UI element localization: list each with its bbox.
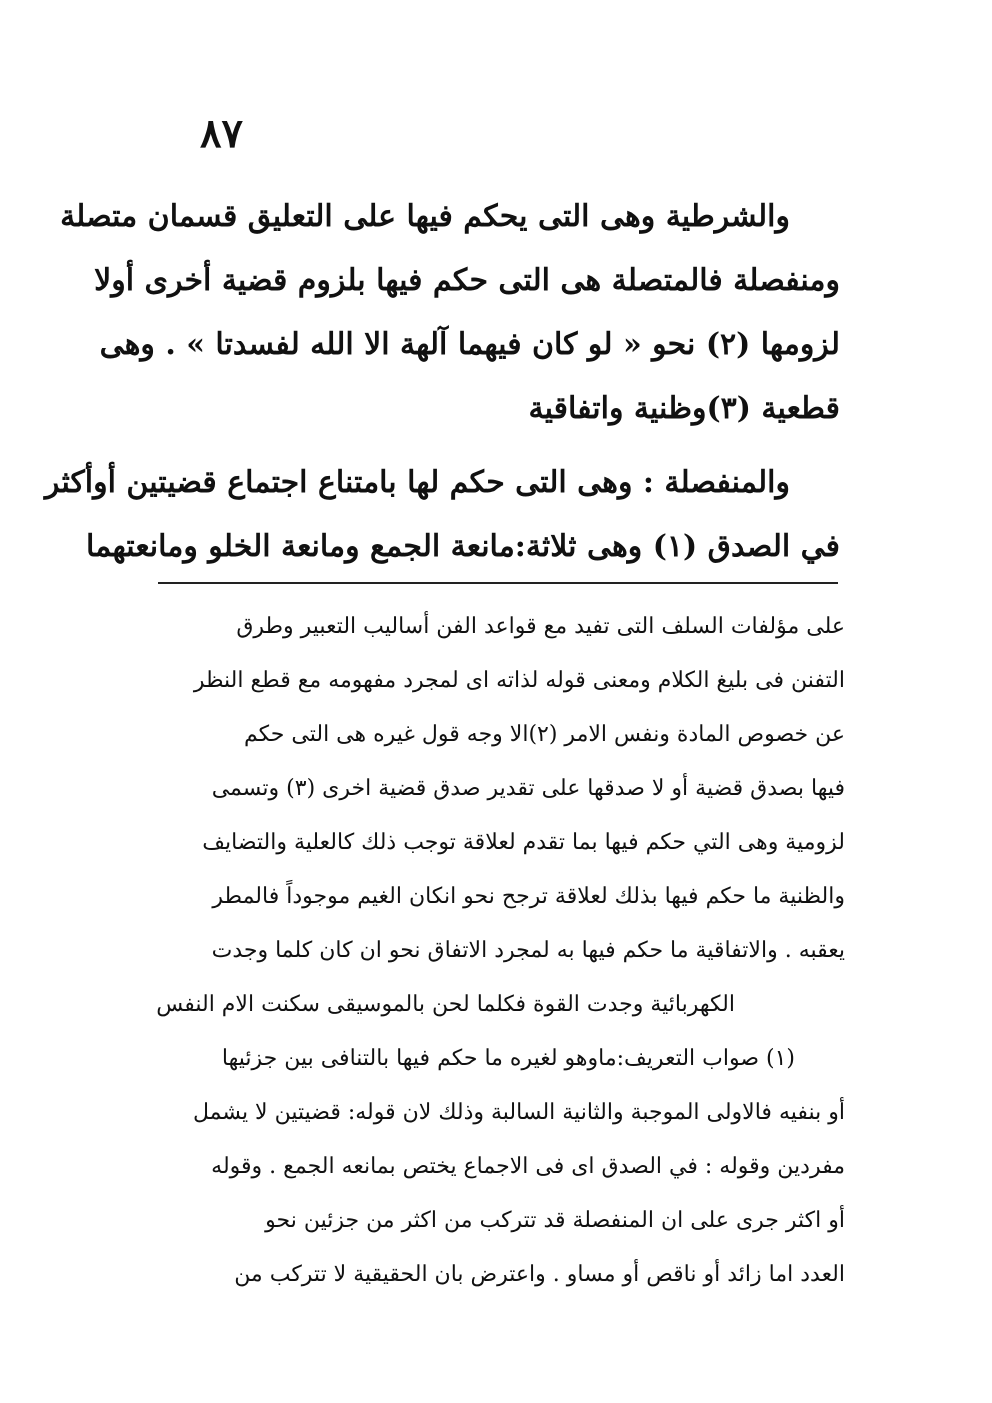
text-line: لزومها (٢) نحو « لو كان فيهما آلهة الا الله لفسدتا » . وهى — [99, 327, 840, 362]
footnote-line: الكهربائية وجدت القوة فكلما لحن بالموسيقى سكنت الام النفس — [156, 992, 735, 1017]
text-line: في الصدق (١) وهى ثلاثة:مانعة الجمع ومانعة الخلو ومانعتهما — [85, 529, 840, 564]
text-line: والشرطية وهى التى يحكم فيها على التعليق قسمان متصلة — [60, 199, 790, 234]
footnote-line: مفردين وقوله : في الصدق اى فى الاجماع يختص بمانعه الجمع . وقوله — [211, 1154, 845, 1179]
footnotes — [150, 600, 845, 1302]
footnote-divider — [158, 582, 838, 584]
footnote-line: لزومية وهى التي حكم فيها بما تقدم لعلاقة توجب ذلك كالعلية والتضايف — [202, 830, 845, 855]
main-text — [44, 185, 840, 579]
page-number: ٨٧ — [200, 110, 243, 157]
text-line: قطعية (٣)وظنية واتفاقية — [528, 391, 840, 426]
footnote-line: أو اكثر جرى على ان المنفصلة قد تتركب من اكثر من جزئين نحو — [265, 1208, 845, 1233]
footnote-line: على مؤلفات السلف التى تفيد مع قواعد الفن أساليب التعبير وطرق — [236, 614, 845, 639]
footnote-line: أو بنفيه فالاولى الموجبة والثانية السالبة وذلك لان قوله: قضيتين لا يشمل — [192, 1100, 845, 1125]
footnote-continuation — [150, 600, 845, 1032]
paragraph-conditional — [60, 185, 840, 441]
footnote-line: فيها بصدق قضية أو لا صدقها على تقدير صدق قضية اخرى (٣) وتسمى — [211, 776, 845, 801]
footnote-line: عن خصوص المادة ونفس الامر (٢)الا وجه قول غيره هى التى حكم — [244, 722, 845, 747]
text-line: ومنفصلة فالمتصلة هى التى حكم فيها بلزوم قضية أخرى أولا — [94, 263, 840, 298]
footnote-line: والظنية ما حكم فيها بذلك لعلاقة ترجح نحو انكان الغيم موجوداً فالمطر — [212, 884, 845, 909]
footnote-line: يعقبه . والاتفاقية ما حكم فيها به لمجرد الاتفاق نحو ان كان كلما وجدت — [211, 938, 845, 963]
footnote-1 — [150, 1032, 845, 1302]
paragraph-disjunctive — [44, 451, 840, 579]
footnote-line: (١) صواب التعريف:ماوهو لغيره ما حكم فيها بالتنافى بين جزئيها — [221, 1046, 795, 1071]
footnote-line: التفنن فى بليغ الكلام ومعنى قوله لذاته اى لمجرد مفهومه مع قطع النظر — [193, 668, 845, 693]
text-line: والمنفصلة : وهى التى حكم لها بامتناع اجتماع قضيتين أوأكثر — [44, 465, 790, 500]
footnote-line: العدد اما زائد أو ناقص أو مساو . واعترض بان الحقيقية لا تتركب من — [234, 1262, 845, 1287]
